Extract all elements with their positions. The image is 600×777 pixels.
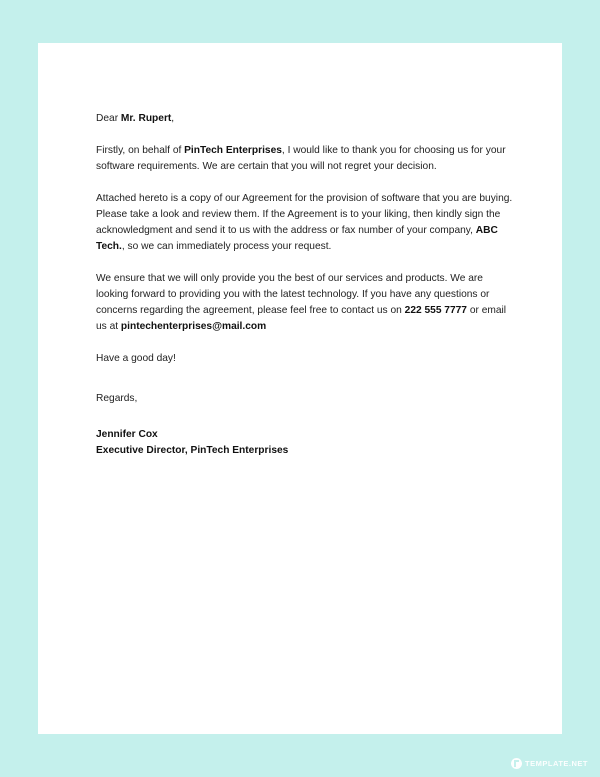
watermark xyxy=(511,758,588,769)
salutation xyxy=(96,111,516,127)
paragraph-contact: We ensure that we will only provide you the best of our services and products. We are looking forward to providing you with the latest technology. If you have any questions or concerns regarding the agreement, please feel free to contact us on 222 555 7777 or email us at pintechenterprises@mail.com xyxy=(96,273,507,332)
watermark-text: TEMPLATE.NET xyxy=(525,759,588,768)
phone-number: 222 555 7777 xyxy=(404,305,467,316)
recipient-name: Mr. Rupert xyxy=(120,113,172,124)
regards: Regards, xyxy=(96,393,138,404)
letter-body xyxy=(96,111,516,459)
paragraph-agreement: Attached hereto is a copy of our Agreement for the provision of software that you are buying. Please take a look and review them. If the Agreement is to your liking, then kindly sign the acknowledgment and send it to us with the address or fax number of your company, ABC Tech., so we can immediately process your request. xyxy=(96,193,513,252)
closing-line: Have a good day! xyxy=(96,353,176,364)
signer-name: Jennifer Cox xyxy=(96,429,158,440)
email-address: pintechenterprises@mail.com xyxy=(120,321,267,332)
salutation-prefix: Dear xyxy=(96,113,121,124)
signer-title: Executive Director, PinTech Enterprises xyxy=(96,445,289,456)
company-name: PinTech Enterprises xyxy=(184,145,282,156)
client-name: ABC Tech. xyxy=(96,225,498,252)
salutation-suffix: , xyxy=(171,113,175,124)
letter-page xyxy=(38,43,562,734)
signature-block xyxy=(96,427,516,459)
paragraph-thanks: Firstly, on behalf of PinTech Enterprises, I would like to thank you for choosing us for your software requirements. We are certain that you will not regret your decision. xyxy=(96,145,506,172)
template-logo-icon xyxy=(511,758,522,769)
